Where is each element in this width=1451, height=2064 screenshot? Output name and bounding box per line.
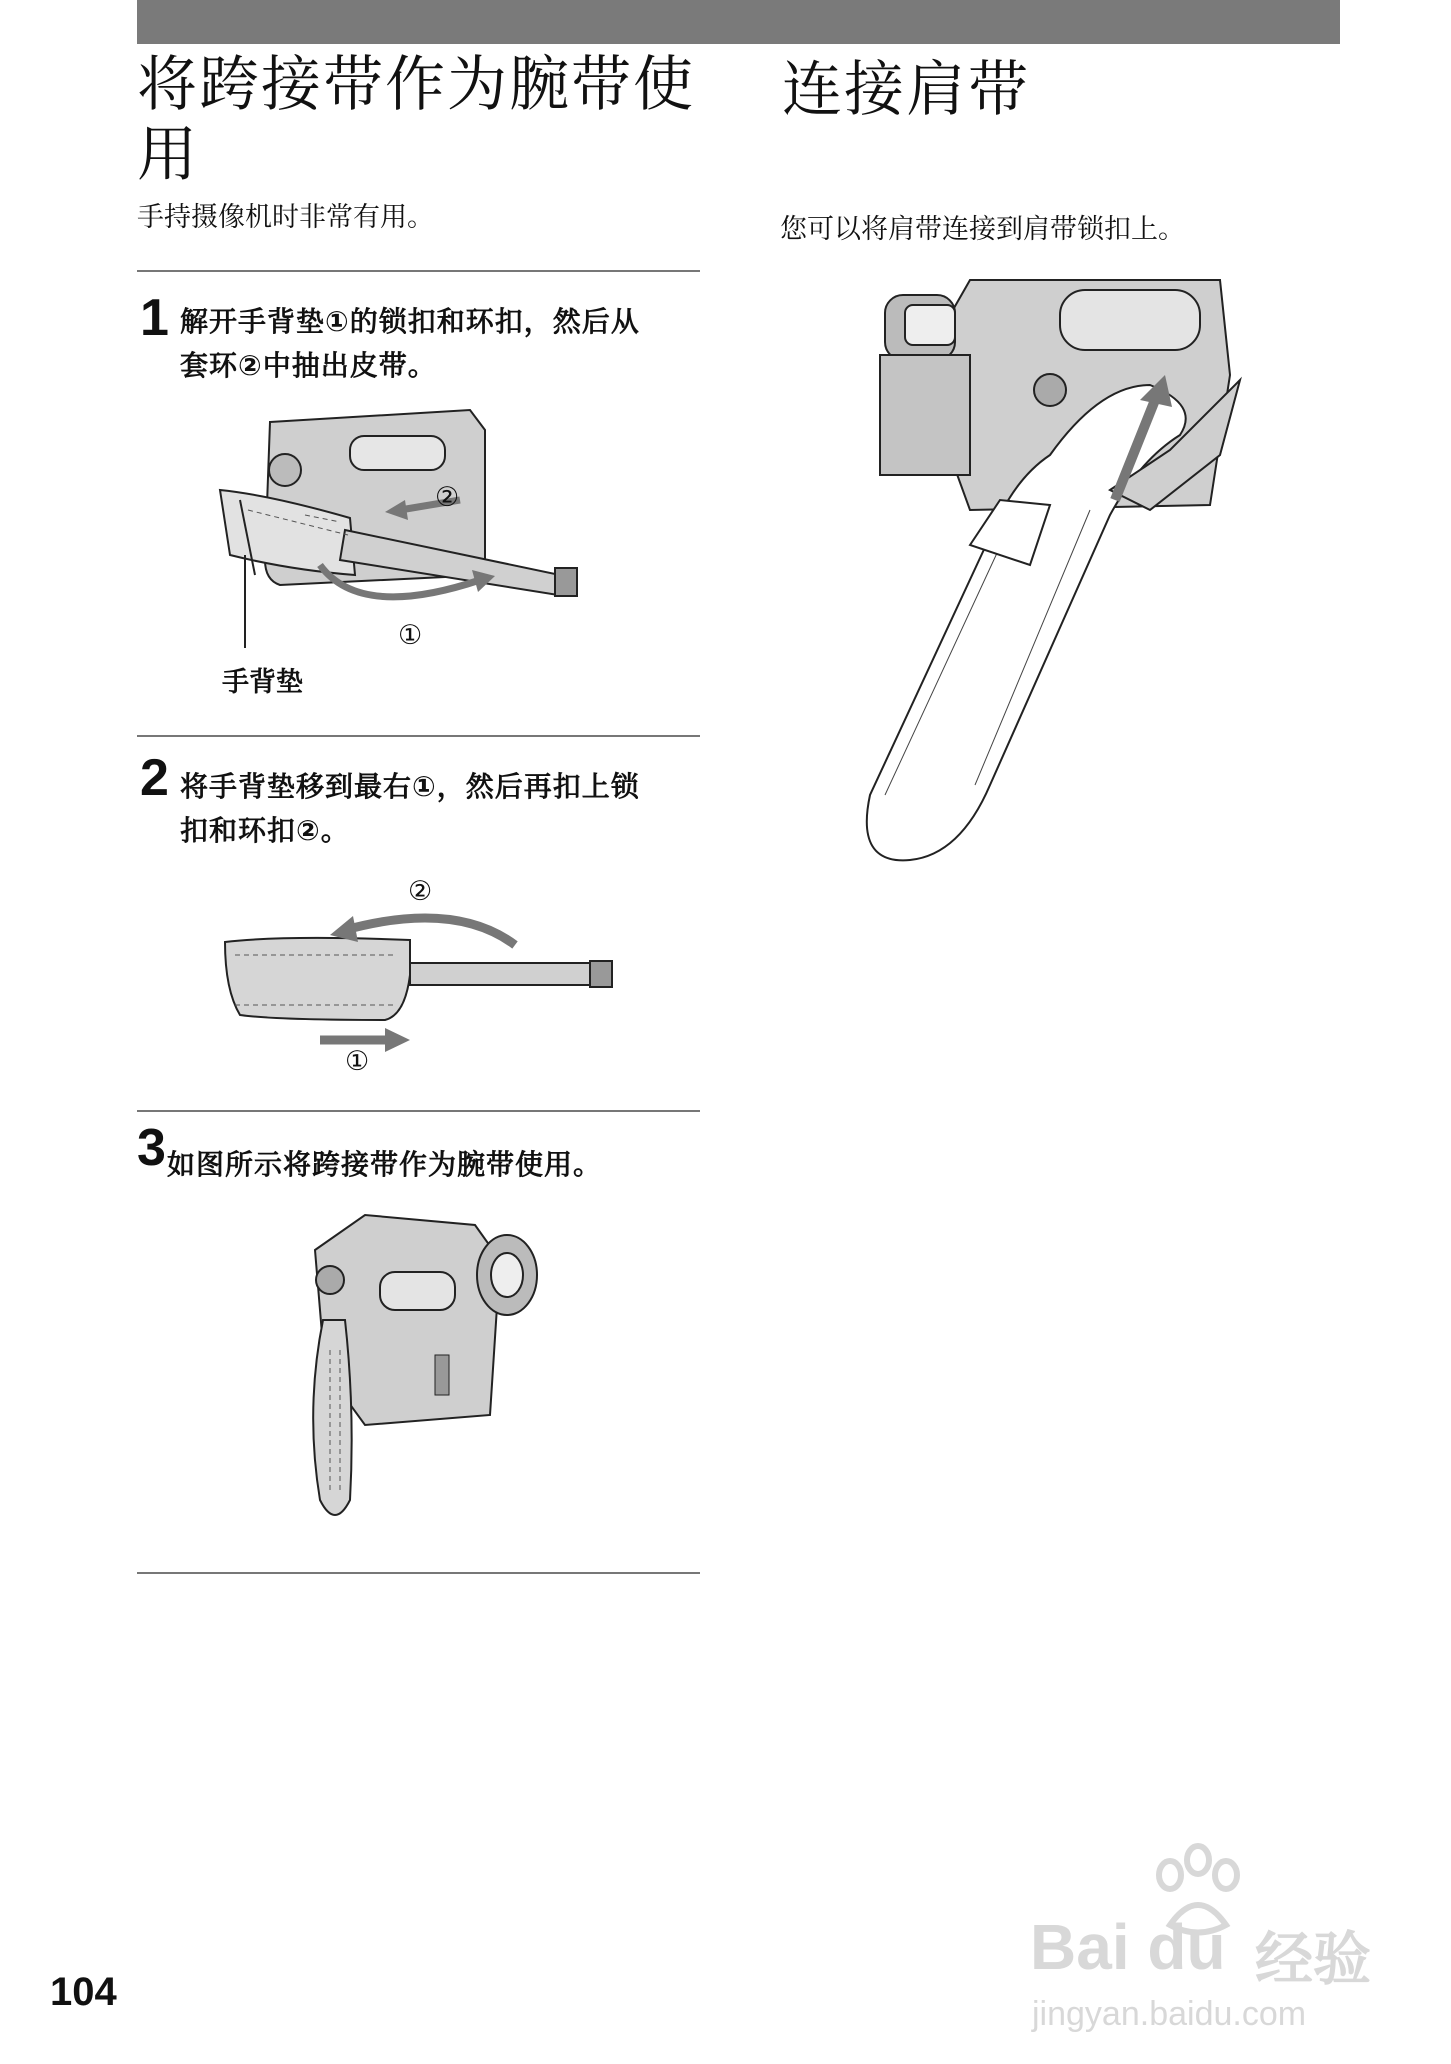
callout-1: ①: [345, 1046, 370, 1077]
camcorder-wrist-strap-illustration: [275, 1200, 545, 1540]
step-1-line-1: 解开手背垫①的锁扣和环扣，然后从: [180, 305, 640, 338]
step-2-line-1: 将手背垫移到最右①，然后再扣上锁: [180, 770, 640, 803]
step-2-line-2: 扣和环扣②。: [180, 814, 350, 847]
watermark-brand: Bai du: [1030, 1911, 1226, 1983]
right-section-title: 连接肩带: [782, 55, 1030, 125]
divider: [137, 270, 700, 272]
divider: [137, 1110, 700, 1112]
left-section-title: 将跨接带作为腕带使用: [137, 50, 695, 190]
step-2-number: 2: [140, 749, 169, 807]
grip-pad-label: 手背垫: [222, 667, 303, 698]
baidu-watermark: [1030, 1840, 1420, 2040]
header-bar: [137, 0, 1340, 44]
page-number: 104: [50, 1970, 117, 2014]
step-1-number: 1: [140, 289, 169, 347]
step-1-line-2: 套环②中抽出皮带。: [180, 349, 437, 382]
refasten-strap-illustration: [215, 880, 625, 1080]
step-3-number: 3: [137, 1119, 166, 1177]
right-intro-text: 您可以将肩带连接到肩带锁扣上。: [780, 214, 1185, 245]
step-3-line-1: 如图所示将跨接带作为腕带使用。: [167, 1148, 603, 1181]
shoulder-strap-illustration: [850, 275, 1270, 885]
left-intro-text: 手持摄像机时非常有用。: [137, 202, 434, 233]
callout-1: ①: [398, 620, 423, 651]
callout-2: ②: [435, 482, 460, 513]
watermark-url: jingyan.baidu.com: [1032, 1995, 1307, 2033]
divider: [137, 735, 700, 737]
callout-2: ②: [408, 876, 433, 907]
watermark-suffix: 经验: [1255, 1927, 1372, 1992]
divider: [137, 1572, 700, 1574]
